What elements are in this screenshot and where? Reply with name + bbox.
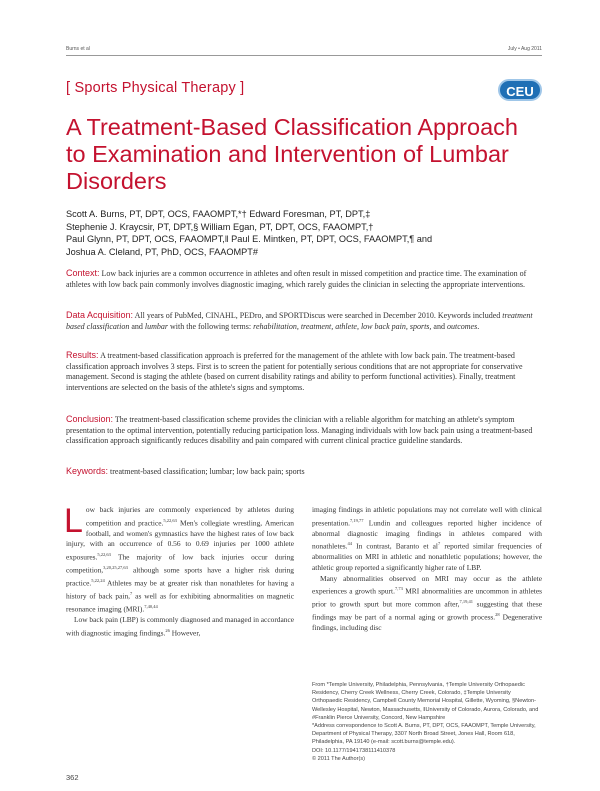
paragraph: Many abnormalities observed on MRI may occur as the athlete experiences a growth spurt.$^{7,73}$ MRI abnormalities are uncommon in athletes prior to growth spurt but more common after,$^{7,19,41}$ suggesting that these findings may be part of a normal aging or growth process.$^{28}$ Degenerative findings, including disc (312, 573, 542, 633)
ceu-badge-icon: CEU (498, 79, 542, 101)
journal-section-label: [ Sports Physical Therapy ] (66, 80, 245, 96)
author-line: Joshua A. Cleland, PT, PhD, OCS, FAAOMPT# (66, 246, 258, 257)
abstract-data-acquisition: Data Acquisition: All years of PubMed, CINAHL, PEDro, and SPORTDiscus were searched in December 2010. Keywords included treatment based classification and lumbar with the following terms: rehabilitation, treatment, athlete, low back pain, sports, and outcomes. (66, 310, 533, 331)
abstract-label: Results: (66, 350, 99, 360)
correspondence-text: *Address correspondence to Scott A. Burns, PT, DPT, OCS, FAAOMPT, Temple University, Department of Physical Therapy, 3307 North Broad Street, Jones Hall, Room 618, Philadelphia, PA 19140 (e-mail: scott.burns@temple.edu). (312, 723, 536, 746)
running-header-right: July • Aug 2011 (507, 46, 542, 52)
abstract-results (66, 350, 542, 393)
drop-cap: L (64, 502, 83, 540)
author-line: Paul Glynn, PT, DPT, OCS, FAAOMPT,‖ Paul E. Mintken, PT, DPT, OCS, FAAOMPT,¶ and (66, 234, 433, 244)
author-line: Scott A. Burns, PT, DPT, OCS, FAAOMPT,*† Edward Foresman, PT, DPT,‡ (66, 209, 371, 219)
body-column-left (64, 502, 295, 639)
body-column-right (312, 505, 542, 634)
paragraph: imaging findings in athletic populations may not correlate well with clinical presentation.$^{7,19,77}$ Lundin and colleagues reported higher incidence of abnormal diagnostic imaging findings in athletes compared with nonathletes.$^{44}$ In contrast, Baranto et $al^7$ reported similar frequencies of abnormalities on MRI in athletic and nonathletic populations; however, the athletic group reported a significantly higher rate of LBP. (312, 505, 542, 572)
author-line: Stephenie J. Kraycsir, PT, DPT,§ William Egan, PT, DPT, OCS, FAAOMPT,† (66, 221, 374, 232)
abstract-text: A treatment-based classification approach is preferred for the management of the athlete with low back pain. The treatment-based classification approach involves 3 steps. First is to screen the patient for potentially serious conditions that are not appropriate for conservative management. Second is staging the athlete (based on current disability ratings and ability to perform functional activities). Finally, treatment interventions are selected on the basis of the athlete's signs and symptoms. (66, 351, 523, 392)
abstract-text: Low back injuries are a common occurrence in athletes and often result in missed competition and practice time. The examination of athletes with low back pain commonly involves diagnostic imaging, which rarely guides the clinician in selecting the appropriate interventions. (66, 269, 527, 289)
affiliation-text: From *Temple University, Philadelphia, Pennsylvania, †Temple University Orthopaedic Residency, Cherry Creek Wellness, Cherry Creek, Colorado, ‡Temple University Orthopaedic Residency, Campbell County Memorial Hospital, Gillette, Wyoming, §Newton-Wellesley Hospital, Newton, Massachusetts, ‖University of Colorado, Aurora, Colorado, and #Franklin Pierce University, Concord, New Hampshire (312, 682, 539, 721)
running-header-left: Burns et al (66, 46, 90, 52)
keywords-text: treatment-based classification; lumbar; low back pain; sports (110, 467, 305, 476)
abstract-context (66, 268, 542, 290)
abstract-label: Conclusion: (66, 414, 114, 424)
paragraph: Low back injuries are commonly experienced by athletes during competition and practice.$^{5,22,63}$ Men's collegiate wrestling, American football, and women's gymnastics have the highest rates of low back injury, with an occurrence of 0.56 to 0.69 injuries per 1000 athlete exposures.$^{5,22,63}$ The majority of low back injuries occur during competition,$^{3,20,25,27,63}$ although some sports have a higher risk during practice.$^{5,22,24}$ Athletes may be at greater risk than nonathletes for having a history of back pain,$^7$ as well as for exhibiting abnormalities on magnetic resonance imaging (MRI).$^{7,40,44}$ (64, 502, 295, 614)
copyright-text: © 2011 The Author(s) (312, 755, 366, 762)
abstract-label: Context: (66, 268, 100, 278)
abstract-conclusion (66, 414, 542, 447)
article-title: A Treatment-Based Classification Approach to Examination and Intervention of Lumbar Disorders (66, 114, 518, 194)
header-rule (66, 55, 542, 56)
affiliations (312, 681, 542, 763)
abstract-text: The treatment-based classification scheme provides the clinician with a reliable algorithm for matching an athlete's symptom presentation to the optimal intervention, potentially reducing participation loss. Managing individuals with low back pain using a treatment-based classification approach significantly reduces disability and pain compared with current clinical practice guideline standards. (66, 415, 533, 446)
doi-text: DOI: 10.1177/1941738111410378 (312, 747, 396, 754)
author-list (66, 208, 542, 258)
abstract-label: Data Acquisition: (66, 310, 134, 320)
page-number: 362 (66, 773, 79, 782)
keywords-label: Keywords: (66, 466, 109, 476)
keywords (66, 466, 542, 478)
paragraph: Low back pain (LBP) is commonly diagnosed and managed in accordance with diagnostic imaging findings.$^{26}$ However, (66, 615, 295, 638)
